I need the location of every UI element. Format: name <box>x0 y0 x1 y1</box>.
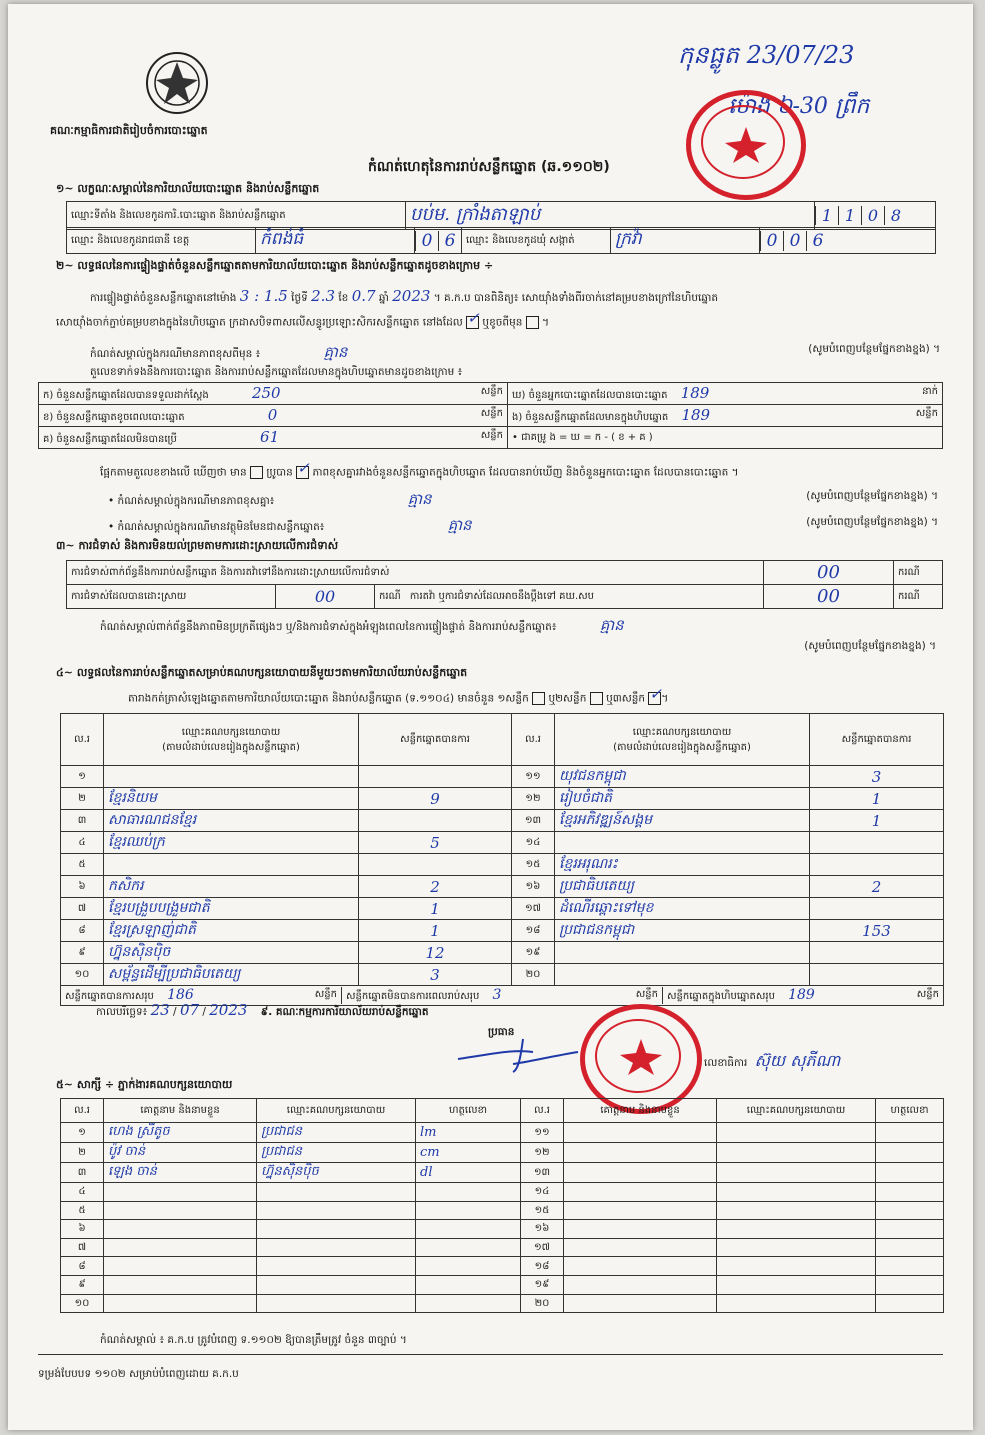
has-discrepancy-checkbox[interactable] <box>250 466 263 479</box>
vote-count: 3 <box>871 767 882 786</box>
section2-heading: ២~ លទ្ធផលនៃការផ្ទៀងផ្ទាត់ចំនួនសន្លឹកឆ្នោតតាមការិយាល័យបោះឆ្នោត និងរាប់សន្លឹកឆ្នោតដូចខាងក្រោម ÷ <box>56 259 494 272</box>
witness-signature: lm <box>420 1125 437 1140</box>
row-number: ៧ <box>77 903 87 914</box>
witness-name: ឡេង ចាន់ <box>108 1164 157 1179</box>
witness-name: ហេង ស្រីតូច <box>108 1124 170 1139</box>
seal-line: សោយ៉ាំងចាក់ភ្ជាប់គម្របខាងក្នុងនៃហិបឆ្នោត ក្រដាសបិទពាសលើសន្ធូរប្រឡោះសិករសន្លឹកឆ្នោត នៅងដែល ✓ ឬខូចពីមុន ។ <box>56 309 550 329</box>
unused-ballots: 61 <box>260 428 280 446</box>
stamp-emblem-icon <box>721 125 771 165</box>
party-name: ប្រជាធិបតេយ្យ <box>559 878 634 894</box>
row-number: ២០ <box>534 1297 550 1309</box>
party-name: ខ្មែរអរុណរះ <box>559 856 618 872</box>
table-row <box>61 1201 944 1220</box>
commission-emblem-icon <box>138 48 216 118</box>
footnote: កំណត់សម្គាល់ ៖ គ.ក.ប ត្រូវបំពេញ ទ.១១០២ ឱ្យបានត្រឹមត្រូវ ចំនួន ៣ច្បាប់ ។ <box>100 1334 407 1346</box>
section5-heading: ៥~ សាក្សី ÷ ភ្នាក់ងារគណបក្សនយោបាយ <box>56 1078 233 1091</box>
row-number: ១២ <box>525 793 541 804</box>
commune-name: ក្រវ៉ា <box>615 229 642 249</box>
witness-party: ប្រជាជន <box>261 1124 303 1139</box>
vote-count: 1 <box>871 811 882 830</box>
vote-count: 2 <box>430 877 440 896</box>
vote-count: 1 <box>430 899 440 918</box>
witness-name: ប៉ូវ ចាន់ <box>108 1144 146 1159</box>
row-number: ៨ <box>78 925 86 936</box>
secretary-name: ស៊ុយ សុភីណា <box>754 1051 841 1070</box>
party-name: ហ្វ៊ុនស៊ិនប៉ិច <box>108 944 171 960</box>
table-row <box>61 810 944 832</box>
table-row <box>61 1257 944 1276</box>
row-number: ៩ <box>78 1279 86 1291</box>
party-name: សម្ព័ន្ធដើម្បីប្រជាធិបតេយ្យ <box>108 966 241 982</box>
party-name: សាធារណជនខ្មែរ <box>108 812 197 828</box>
row-number: ២ <box>78 1147 86 1158</box>
party-name: ប្រជាជនកម្ពុជា <box>559 922 635 938</box>
table-row <box>61 1238 944 1257</box>
resolved-count: 00 <box>314 587 336 606</box>
date-month: 07 <box>179 1001 200 1019</box>
row-number: ៣ <box>77 815 87 826</box>
party-name: ខ្មែរនិយម <box>108 790 157 806</box>
party-name: ខ្មែរស្រឡាញ់ជាតិ <box>108 922 196 938</box>
objections-count: 00 <box>817 562 840 583</box>
row-number: ១៤ <box>534 1186 550 1198</box>
party-name: ខ្មែរបង្រួបបង្រួមជាតិ <box>108 900 210 916</box>
witness-signature: dl <box>420 1165 433 1180</box>
table-row <box>61 766 944 788</box>
counts-intro: តួលេខទាក់ទងនឹងការបោះឆ្នោត និងការរាប់សន្លឹកឆ្នោតដែលមានក្នុងហិបឆ្នោតមានដូចខាងក្រោម ៖ <box>90 366 463 378</box>
counts-table: ក) ចំនួនសន្លឹកឆ្នោតដែលបានទទួលដាក់ស្តែង 250 សន្លឹក ឃ) ចំនួនអ្នកបោះឆ្នោតដែលបានបោះឆ្នោត 189 នាក់ ខ) ចំនួនសន្លឹកឆ្នោតខូចពេលបោះឆ្នោត 0 សន្លឹក ង) ចំនួនសន្លឹកឆ្នោតដែលមានក្នុងហិបឆ្នោត 189 សន្លឹក គ) ចំនួនសន្លឹកឆ្នោតដែលមិនបានប្រើ 61 សន្លឹក • ជាគម្រូ ង = ឃ = ក - ( ខ + គ ) <box>38 382 943 449</box>
row-number: ១០ <box>74 969 90 980</box>
row-number: ១៥ <box>525 859 541 870</box>
chief-label: ប្រធាន <box>488 1026 515 1038</box>
col-party-right: ឈ្មោះគណបក្សនយោបាយ (តាមលំដាប់លេខរៀងក្នុងសន្លឹកឆ្នោត) <box>555 714 810 766</box>
handwritten-note: កុនធ្លូត 23/07/23 <box>678 41 855 69</box>
date-year: 2023 <box>209 1001 248 1019</box>
note-seal-line: កំណត់សម្គាល់ក្នុងករណីមានភាពខុសពីមុន ៖ គ្មាន (សូមបំពេញបន្ថែមផ្នែកខាងខ្នង) ។ <box>90 343 940 361</box>
official-stamp <box>686 90 806 200</box>
party-name: កសិករ <box>108 878 144 894</box>
total-valid: 186 <box>167 987 194 1003</box>
stamp-emblem-icon <box>616 1037 666 1077</box>
results-table <box>60 713 944 1006</box>
form-footer: ទម្រង់បែបបទ ១១០២ សម្រាប់បំពេញដោយ គ.ក.ប <box>38 1368 239 1380</box>
witness-party: ហ្វ៊ុនស៊ិនប៉ិច <box>261 1164 319 1179</box>
station-code: 1 1 0 8 <box>815 202 936 230</box>
one-sheet-checkbox[interactable] <box>532 692 545 705</box>
secretary-line: លេខាធិការ ស៊ុយ សុភីណា <box>704 1051 841 1070</box>
section1-heading: ១~ លក្ខណៈសម្គាល់នៃការិយាល័យបោះឆ្នោត និងរាប់សន្លឹកឆ្នោត <box>56 182 320 195</box>
table-row <box>61 876 944 898</box>
row-number: ១១ <box>534 1127 550 1138</box>
witness-signature: cm <box>420 1145 440 1160</box>
party-name: ខ្មែរឈប់ក្រ <box>108 834 165 850</box>
commune-label: ឈ្មោះ និងលេខកូដឃុំ សង្កាត់ <box>462 228 611 254</box>
row-number: ៨ <box>78 1260 86 1272</box>
row-number: ១៧ <box>525 903 541 914</box>
row-number: ១២ <box>534 1147 550 1158</box>
row-number: ១៤ <box>525 837 541 848</box>
col-votes-right: សន្លឹកឆ្នោតបានការ <box>810 714 944 766</box>
vote-count: 2 <box>871 877 882 896</box>
table-row <box>61 964 944 986</box>
section1-table <box>66 201 936 230</box>
row-number: ៦ <box>78 1223 86 1235</box>
footer-rule <box>38 1354 943 1355</box>
row-number: ១៣ <box>524 815 542 826</box>
table-row <box>61 1143 944 1163</box>
table-row <box>61 854 944 876</box>
damaged-checkbox[interactable] <box>526 316 539 329</box>
received-ballots: 250 <box>251 384 281 402</box>
intact-checkbox[interactable]: ✓ <box>467 309 480 327</box>
total-box: 189 <box>788 987 815 1003</box>
no-discrepancy-checkbox[interactable]: ✓ <box>297 459 310 477</box>
row-number: ៣ <box>77 1167 87 1178</box>
vote-count: 3 <box>430 965 440 984</box>
row-number: ៩ <box>78 947 86 958</box>
form-sheet: កុនធ្លូត 23/07/23 ម៉ោង ៦-30 ព្រឹក គណៈកម្មាធិការជាតិរៀបចំការបោះឆ្នោត កំណត់ហេតុនៃការរាប់សន្លឹកឆ្នោត (ឆ.១១០២) ១~ លក្ខណៈសម្គាល់នៃការិយាល័យបោះឆ្នោត និងរាប់សន្លឹកឆ្នោត ឈ្មោះទីតាំង និងលេខកូដការិ.បោះឆ្នោត និងរាប់សន្លឹកឆ្នោត បប់ម. ក្រាំងតាឡាប់ 1 1 0 8 ឈ្មោះ និងលេខកូដរាជធានី ខេត្ត កំពង់ធំ 0 6 ឈ្មោះ និងលេខកូដឃុំ សង្កាត់ ក្រវ៉ា 0 0 6 ២~ លទ្ធផលនៃការផ្ទៀងផ្ទាត់ចំនួនសន្លឹកឆ្នោតតាមការិយាល័យបោះឆ្នោត និងរាប់សន្លឹកឆ្នោតដូចខាងក្រោម ÷ ការផ្ទៀងផ្ទាត់ចំនួនសន្លឹកឆ្នោតនៅម៉ោង 3 : 1.5 ថ្ងៃទី 2.3 ខែ 0.7 ឆ្នាំ 2023 ។ គ.ក.ប បានពិនិត្យ៖ សោយ៉ាំងទាំងពីរចាក់នៅគម្របខាងក្រៅនៃហិបឆ្នោត សោយ៉ាំងចាក់ភ្ជាប់គម្របខាងក្នុងនៃហិបឆ្នោត ក្រដាសបិទពាសលើសន្ធូរប្រឡោះសិករសន្លឹកឆ្នោត នៅងដែល ✓ ឬខូចពីមុន ។ កំណត់សម្គាល់ក្នុងករណីមានភាពខុសពីមុន ៖ គ្មាន (សូមបំពេញបន្ថែមផ្នែកខាងខ្នង) ។ តួលេខទាក់ទងនឹងការបោះឆ្នោត និងការរាប់សន្លឹកឆ្នោតដែលមានក្នុងហិបឆ្នោតមានដូចខាងក្រោម ៖ ក) ចំនួនសន្លឹកឆ្នោតដែលបានទទួលដាក់ស្តែង 250 សន្លឹក ឃ) ចំនួនអ្នកបោះឆ្នោតដែលបានបោះឆ្នោត 189 នាក់ ខ) ចំនួនសន្លឹកឆ្នោតខូចពេលបោះឆ្នោត 0 សន្លឹក ង) ចំនួនសន្លឹកឆ្នោតដែលមានក្នុងហិបឆ្នោត 189 សន្លឹក គ) ចំនួនសន្លឹកឆ្នោតដែលមិនបានប្រើ 61 សន្លឹក • ជាគម្រូ ង = ឃ = ក - ( ខ + គ ) ផ្អែកតាមតួលេខខាងលើ ឃើញថា មាន ប្រូបាន ✓ ភាពខុសគ្នារវាងចំនួនសន្លឹកឆ្នោតក្នុងហិបឆ្នោត ដែលបានរាប់ឃើញ និងចំនួនអ្នកបោះឆ្នោត ដែលបានបោះឆ្នោត ។ • កំណត់សម្គាល់ក្នុងករណីមានភាពខុសគ្នា៖ គ្មាន (សូមបំពេញបន្ថែមផ្នែកខាងខ្នង) ។ • កំណត់សម្គាល់ក្នុងករណីមានវត្ថុមិនមែនជាសន្លឹកឆ្នោត៖ គ្មាន (សូមបំពេញបន្ថែមផ្នែកខាងខ្នង) ។ ៣~ ការជំទាស់ និងការមិនយល់ព្រមតាមការដោះស្រាយលើការជំទាស់ ការជំទាស់ពាក់ព័ន្ធនឹងការរាប់សន្លឹកឆ្នោត និងការតវ៉ាទៅនឹងការដោះស្រាយលើការជំទាស់ 00 ករណី ការជំទាស់ដែលបានដោះស្រាយ 00 ករណី ការតវ៉ា ឬការជំទាស់ដែលអាចនឹងប្តឹងទៅ គឃ.សប 00 ករណី កំណត់សម្គាល់ពាក់ព័ន្ធនឹងភាពមិនប្រក្រតីផ្សេងៗ ឬ/និងការជំទាស់ក្នុងអំឡុងពេលនៃការផ្ទៀងផ្ទាត់ និងការរាប់សន្លឹកឆ្នោត៖ គ្មាន (សូមបំពេញបន្ថែមផ្នែកខាងខ្នង) ។ ៤~ លទ្ធផលនៃការរាប់សន្លឹកឆ្នោតសម្រាប់គណបក្សនយោបាយនីមួយៗតាមការិយាល័យរាប់សន្លឹកឆ្នោត តារាងកត់ត្រាសំឡេងឆ្នោតតាមការិយាល័យបោះឆ្នោត និងរាប់សន្លឹកឆ្នោត (ទ.១១០៤) មានចំនួន ១សន្លឹក ឬ២សន្លឹក ឬ៣សន្លឹក ✓ ។ ល.រ ឈ្មោះគណបក្សនយោបាយ (តាមលំដាប់លេខរៀងក្នុងសន្លឹកឆ្នោត) សន្លឹកឆ្នោតបានការ ល.រ ឈ្មោះគណបក្សនយោបាយ (តាមលំដាប់លេខរៀងក្នុងសន្លឹកឆ្នោត) សន្លឹកឆ្នោតបានការ ១ ១១ យុវជនកម្ពុជា 3 ២ ខ្មែរនិយម 9 ១២ រៀបចំជាតិ 1 ៣ សាធារណជនខ្មែរ ១៣ ខ្មែរអភិវឌ្ឍន៍សង្គម 1 ៤ ខ្មែរឈប់ក្រ 5 ១៤ ៥ ១៥ ខ្មែរអរុណរះ ៦ កសិករ 2 ១៦ ប្រជាធិបតេយ្យ 2 ៧ ខ្មែរបង្រួបបង្រួមជាតិ 1 ១៧ ដំណើរឆ្ពោះទៅមុខ ៨ ខ្មែរស្រឡាញ់ជាតិ 1 ១៨ ប្រជាជនកម្ពុជា 153 ៩ ហ្វ៊ុនស៊ិនប៉ិច 12 ១៩ ១០ សម្ព័ន្ធដើម្បីប្រជាធិបតេយ្យ 3 ២០ សន្លឹកឆ្នោតបានការសរុប 186 សន្លឹក សន្លឹកឆ្នោតមិនបានការពេលរាប់សរុប 3 សន្លឹក សន្លឹកឆ្នោតក្នុងហិបឆ្នោតសរុប 189 សន្លឹក កាលបរិច្ឆេទ៖ 23 / 07 / 2023 ៩. គណៈកម្មការការិយាល័យរាប់សន្លឹកឆ្នោត ប្រធាន លេខាធិការ ស៊ុយ សុភីណា ៥~ សាក្សី ÷ ភ្នាក់ងារគណបក្សនយោបាយ ល.រ គោត្តនាម និងនាមខ្លួន ឈ្មោះគណបក្សនយោបាយ ហត្ថលេខា ល.រ គោត្តនាម និងនាមខ្លួន ឈ្មោះគណបក្សនយោបាយ ហត្ថលេខា ១ ហេង ស្រីតូច ប្រជាជន lm ១១ ២ ប៉ូវ ចាន់ ប្រជាជន cm ១២ ៣ ឡេង ចាន់ ហ្វ៊ុនស៊ិនប៉ិច dl ១៣ ៤ ១៤ ៥ ១៥ ៦ ១៦ ៧ ១៧ ៨ ១៨ ៩ ១៩ ១០ ២០ កំណត់សម្គាល់ ៖ គ.ក.ប ត្រូវបំពេញ ទ.១១០២ ឱ្យបានត្រឹមត្រូវ ចំនួន ៣ច្បាប់ ។ ទម្រង់បែបបទ ១១០២ សម្រាប់បំពេញដោយ គ.ក.ប <box>8 4 973 1430</box>
irregularity-note: កំណត់សម្គាល់ពាក់ព័ន្ធនឹងភាពមិនប្រក្រតីផ្សេងៗ ឬ/និងការជំទាស់ក្នុងអំឡុងពេលនៃការផ្ទៀងផ្ទាត់ និងការរាប់សន្លឹកឆ្នោត៖ គ្មាន <box>100 616 624 634</box>
total-invalid: 3 <box>492 987 502 1003</box>
row-number: ១៩ <box>525 947 541 958</box>
row-number: ១៣ <box>533 1167 551 1178</box>
party-name: យុវជនកម្ពុជា <box>559 768 626 784</box>
col-votes-left: សន្លឹកឆ្នោតបានការ <box>359 714 512 766</box>
date-day: 23 <box>150 1001 170 1019</box>
row-number: ២ <box>78 793 86 804</box>
table-row <box>61 942 944 964</box>
row-number: ១៥ <box>534 1204 550 1216</box>
section3-heading: ៣~ ការជំទាស់ និងការមិនយល់ព្រមតាមការដោះស្រាយលើការជំទាស់ <box>56 539 339 552</box>
commission-name: គណៈកម្មាធិការជាតិរៀបចំការបោះឆ្នោត <box>50 124 208 137</box>
witness-table: ល.រ គោត្តនាម និងនាមខ្លួន ឈ្មោះគណបក្សនយោបាយ ហត្ថលេខា ល.រ គោត្តនាម និងនាមខ្លួន ឈ្មោះគណបក្សនយោបាយ ហត្ថលេខា ១ ហេង ស្រីតូច ប្រជាជន lm ១១ ២ ប៉ូវ ចាន់ ប្រជាជន cm ១២ ៣ ឡេង ចាន់ ហ្វ៊ុនស៊ិនប៉ិច dl ១៣ ៤ ១៤ ៥ ១៥ ៦ ១៦ ៧ ១៧ ៨ ១៨ ៩ ១៩ ១០ ២០ <box>60 1098 944 1313</box>
province-label: ឈ្មោះ និងលេខកូដរាជធានី ខេត្ត <box>67 228 256 254</box>
row-number: ៧ <box>77 1242 87 1254</box>
total-invalid-cell: សន្លឹកឆ្នោតមិនបានការពេលរាប់សរុប 3 សន្លឹក <box>342 987 663 1004</box>
row-number: ១ <box>78 1127 86 1138</box>
table-row <box>61 898 944 920</box>
province-name: កំពង់ធំ <box>260 229 304 249</box>
vote-count: 1 <box>430 921 440 940</box>
date-line: កាលបរិច្ឆេទ៖ 23 / 07 / 2023 ៩. គណៈកម្មការការិយាល័យរាប់សន្លឹកឆ្នោត <box>96 1001 429 1019</box>
table-row <box>61 1294 944 1313</box>
row-number: ៥ <box>78 1204 86 1216</box>
spoiled-ballots: 0 <box>267 406 278 424</box>
vote-count: 9 <box>430 789 440 808</box>
row-number: ១០ <box>74 1297 90 1309</box>
section4-heading: ៤~ លទ្ធផលនៃការរាប់សន្លឹកឆ្នោតសម្រាប់គណបក្សនយោបាយនីមួយៗតាមការិយាល័យរាប់សន្លឹកឆ្នោត <box>56 666 468 679</box>
row-number: ១៨ <box>525 925 541 936</box>
vote-count: 12 <box>425 943 445 962</box>
table-row <box>61 832 944 854</box>
row-number: ៥ <box>78 859 86 870</box>
formula: ជាគម្រូ ង = ឃ = ក - ( ខ + គ ) <box>521 432 653 443</box>
party-name: ដំណើរឆ្ពោះទៅមុខ <box>559 900 654 916</box>
three-sheets-checkbox[interactable]: ✓ <box>649 685 662 703</box>
party-name: ខ្មែរអភិវឌ្ឍន៍សង្គម <box>559 812 653 828</box>
col-no-left: ល.រ <box>61 714 104 766</box>
vote-count: 5 <box>430 833 440 852</box>
vote-count: 153 <box>862 921 891 940</box>
total-box-cell: សន្លឹកឆ្នោតក្នុងហិបឆ្នោតសរុប 189 សន្លឹក <box>667 987 939 1003</box>
row-number: ១១ <box>525 771 541 782</box>
chief-signature <box>453 1034 583 1074</box>
table-row <box>61 920 944 942</box>
col-party-left: ឈ្មោះគណបក្សនយោបាយ (តាមលំដាប់លេខរៀងក្នុងសន្លឹកឆ្នោត) <box>104 714 359 766</box>
witness-party: ប្រជាជន <box>261 1144 303 1159</box>
table-row <box>61 1163 944 1183</box>
total-valid-cell: សន្លឹកឆ្នោតបានការសរុប 186 សន្លឹក <box>61 987 342 1004</box>
row-number: ១ <box>78 771 86 782</box>
row-number: ១៨ <box>534 1260 550 1272</box>
verification-line: ការផ្ទៀងផ្ទាត់ចំនួនសន្លឹកឆ្នោតនៅម៉ោង 3 : 1.5 ថ្ងៃទី 2.3 ខែ 0.7 ឆ្នាំ 2023 ។ គ.ក.ប បានពិនិត្យ៖ សោយ៉ាំងទាំងពីរចាក់នៅគម្របខាងក្រៅនៃហិបឆ្នោត <box>90 287 718 305</box>
voters-voted: 189 <box>680 384 710 402</box>
row-number: ១៦ <box>525 881 541 892</box>
section1-table-row2: ឈ្មោះ និងលេខកូដរាជធានី ខេត្ត កំពង់ធំ 0 6 ឈ្មោះ និងលេខកូដឃុំ សង្កាត់ ក្រវ៉ា 0 0 6 <box>66 227 936 254</box>
table-row <box>61 1123 944 1143</box>
page-title: កំណត់ហេតុនៃការរាប់សន្លឹកឆ្នោត (ឆ.១១០២) <box>368 159 610 175</box>
vote-count: 1 <box>871 789 882 808</box>
handwritten-time: ម៉ោង ៦-30 ព្រឹក <box>728 94 870 119</box>
appeals-count: 00 <box>817 586 840 607</box>
row-number: ១៩ <box>534 1279 550 1291</box>
station-name: បប់ម. ក្រាំងតាឡាប់ <box>410 204 541 225</box>
table-row <box>61 1183 944 1202</box>
foreign-object-note-line: • កំណត់សម្គាល់ក្នុងករណីមានវត្ថុមិនមែនជាសន្លឹកឆ្នោត៖ គ្មាន (សូមបំពេញបន្ថែមផ្នែកខាងខ្នង) ។ <box>108 516 938 534</box>
two-sheets-checkbox[interactable] <box>590 692 603 705</box>
row-number: ៤ <box>78 837 86 848</box>
station-label: ឈ្មោះទីតាំង និងលេខកូដការិ.បោះឆ្នោត និងរាប់សន្លឹកឆ្នោត <box>67 202 406 230</box>
table-row <box>61 1275 944 1294</box>
ballots-in-box: 189 <box>681 406 711 424</box>
row-number: ១៦ <box>534 1223 550 1235</box>
row-number: ១៧ <box>534 1242 550 1254</box>
verification-time: 3 : 1.5 <box>239 287 288 305</box>
party-name: រៀបចំជាតិ <box>559 790 613 806</box>
row-number: ២០ <box>525 969 541 980</box>
table-row <box>61 1220 944 1239</box>
objections-table: ការជំទាស់ពាក់ព័ន្ធនឹងការរាប់សន្លឹកឆ្នោត និងការតវ៉ាទៅនឹងការដោះស្រាយលើការជំទាស់ 00 ករណី ការជំទាស់ដែលបានដោះស្រាយ 00 ករណី ការតវ៉ា ឬការជំទាស់ដែលអាចនឹងប្តឹងទៅ គឃ.សប 00 ករណី <box>66 560 943 609</box>
col-no-right: ល.រ <box>512 714 555 766</box>
tally-sheet-line: តារាងកត់ត្រាសំឡេងឆ្នោតតាមការិយាល័យបោះឆ្នោត និងរាប់សន្លឹកឆ្នោត (ទ.១១០៤) មានចំនួន ១សន្លឹក ឬ២សន្លឹក ឬ៣សន្លឹក ✓ ។ <box>128 685 669 705</box>
row-number: ៦ <box>78 881 86 892</box>
row-number: ៤ <box>78 1186 86 1198</box>
diff-note-line: • កំណត់សម្គាល់ក្នុងករណីមានភាពខុសគ្នា៖ គ្មាន (សូមបំពេញបន្ថែមផ្នែកខាងខ្នង) ។ <box>108 490 938 508</box>
discrepancy-line: ផ្អែកតាមតួលេខខាងលើ ឃើញថា មាន ប្រូបាន ✓ ភាពខុសគ្នារវាងចំនួនសន្លឹកឆ្នោតក្នុងហិបឆ្នោត ដែលបានរាប់ឃើញ និងចំនួនអ្នកបោះឆ្នោត ដែលបានបោះឆ្នោត ។ <box>100 459 739 479</box>
table-row <box>61 788 944 810</box>
